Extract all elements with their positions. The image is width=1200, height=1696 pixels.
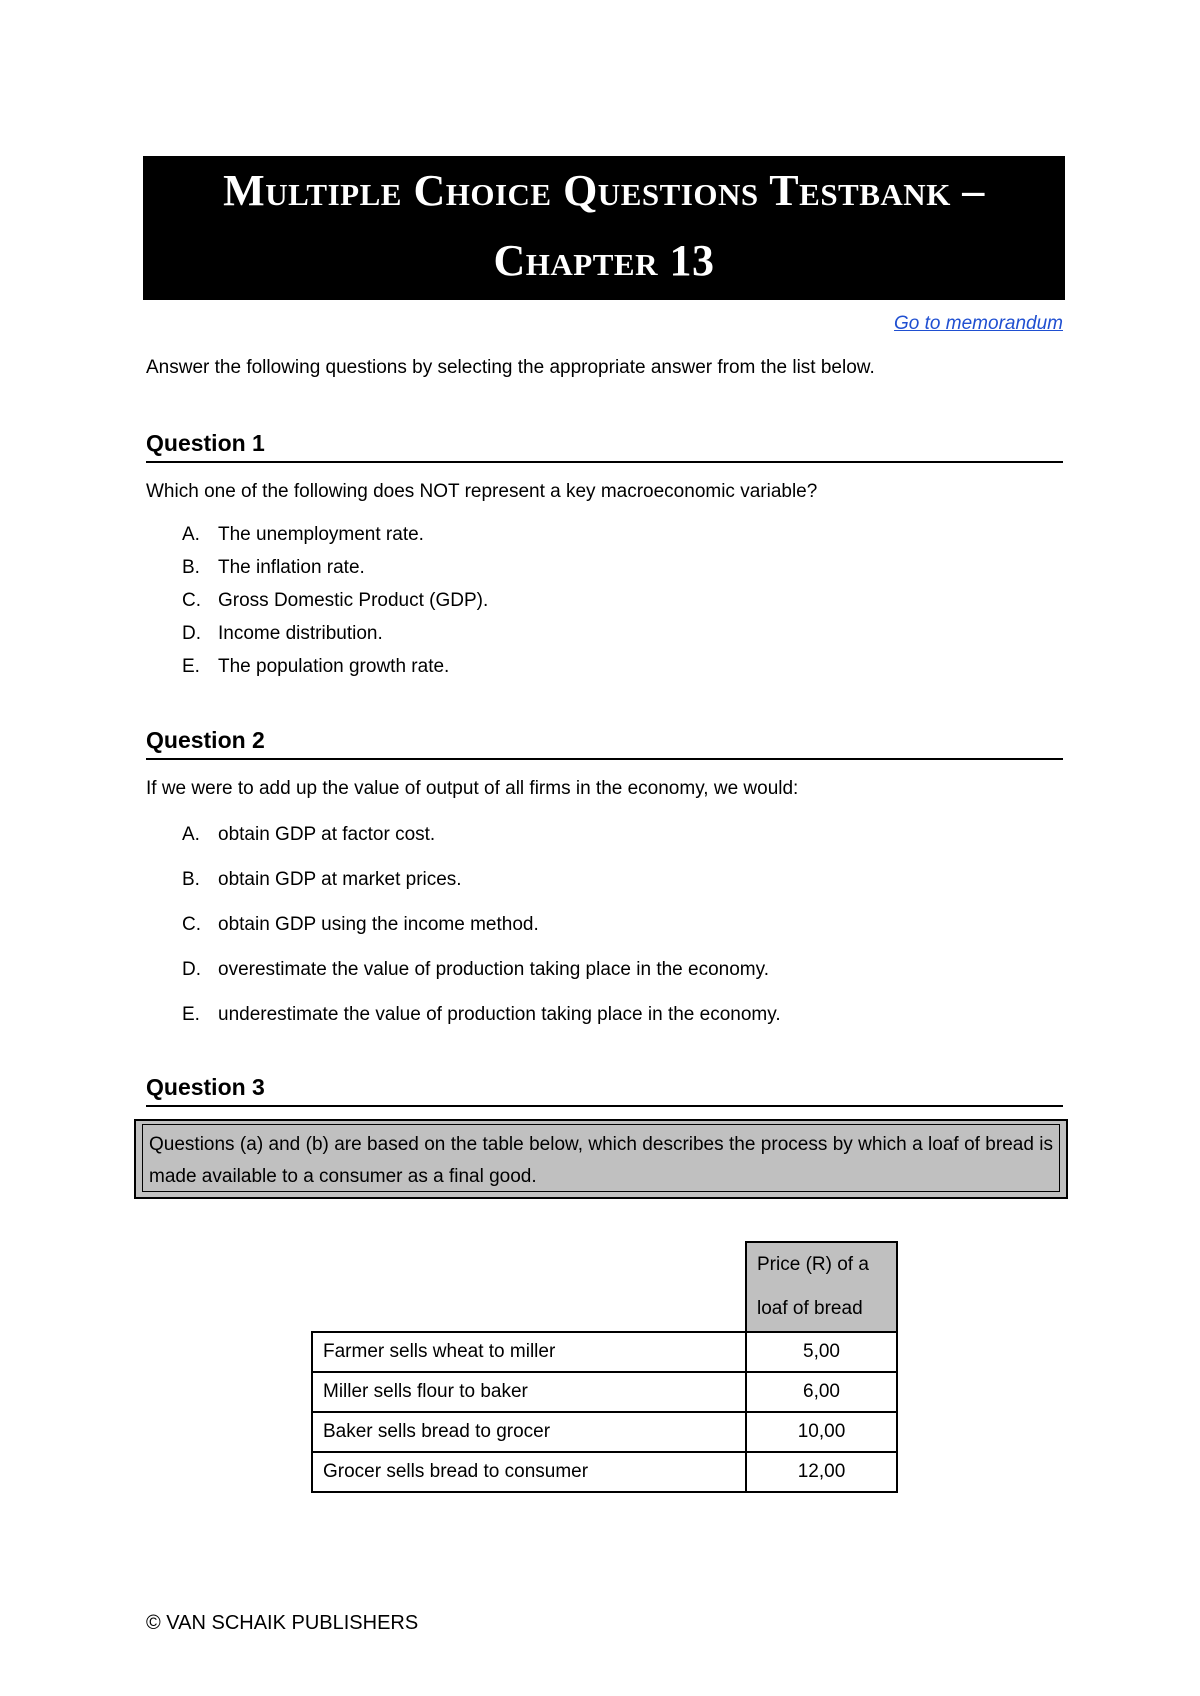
bread-price-table bbox=[311, 1241, 898, 1493]
option-text: obtain GDP at factor cost. bbox=[218, 824, 436, 845]
price-cell: 12,00 bbox=[746, 1452, 897, 1492]
option-a[interactable] bbox=[182, 812, 781, 857]
title-line-2: Chapter 13 bbox=[493, 236, 715, 285]
table-header-row bbox=[312, 1242, 897, 1332]
option-a[interactable] bbox=[182, 518, 488, 551]
option-text: The population growth rate. bbox=[218, 656, 450, 677]
question-1-options bbox=[182, 518, 488, 683]
option-letter: B. bbox=[182, 869, 200, 890]
option-d[interactable] bbox=[182, 617, 488, 650]
info-box-text: Questions (a) and (b) are based on the table below, which describes the process by which a loaf of bread is made available to a consumer as a final good. bbox=[142, 1124, 1060, 1192]
option-e[interactable] bbox=[182, 992, 781, 1037]
question-1-heading: Question 1 bbox=[146, 430, 1063, 463]
table-row bbox=[312, 1412, 897, 1452]
option-e[interactable] bbox=[182, 650, 488, 683]
option-letter: B. bbox=[182, 557, 200, 578]
title-line-1: Multiple Choice Questions Testbank – bbox=[223, 166, 985, 215]
table-corner-cell bbox=[312, 1242, 746, 1332]
option-text: obtain GDP using the income method. bbox=[218, 914, 539, 935]
stage-cell: Farmer sells wheat to miller bbox=[312, 1332, 746, 1372]
stage-cell: Miller sells flour to baker bbox=[312, 1372, 746, 1412]
option-text: Gross Domestic Product (GDP). bbox=[218, 590, 489, 611]
table-row bbox=[312, 1372, 897, 1412]
question-3-info-box bbox=[134, 1119, 1068, 1199]
table-row bbox=[312, 1452, 897, 1492]
option-text: Income distribution. bbox=[218, 623, 383, 644]
price-header-line-2: loaf of bread bbox=[757, 1298, 863, 1319]
footer-copyright: © VAN SCHAIK PUBLISHERS bbox=[146, 1612, 419, 1634]
question-2-heading: Question 2 bbox=[146, 727, 1063, 760]
option-letter: D. bbox=[182, 959, 201, 980]
table-row bbox=[312, 1332, 897, 1372]
option-b[interactable] bbox=[182, 857, 781, 902]
option-b[interactable] bbox=[182, 551, 488, 584]
option-letter: E. bbox=[182, 656, 200, 677]
price-header-line-1: Price (R) of a bbox=[757, 1254, 869, 1275]
option-text: The inflation rate. bbox=[218, 557, 365, 578]
option-letter: E. bbox=[182, 1004, 200, 1025]
option-letter: A. bbox=[182, 524, 200, 545]
memorandum-link[interactable]: Go to memorandum bbox=[894, 313, 1063, 334]
price-cell: 10,00 bbox=[746, 1412, 897, 1452]
option-letter: C. bbox=[182, 590, 201, 611]
question-2-options bbox=[182, 812, 781, 1037]
option-d[interactable] bbox=[182, 947, 781, 992]
option-text: underestimate the value of production taking place in the economy. bbox=[218, 1004, 781, 1025]
option-text: The unemployment rate. bbox=[218, 524, 424, 545]
option-text: obtain GDP at market prices. bbox=[218, 869, 462, 890]
instructions-text: Answer the following questions by selecting the appropriate answer from the list below. bbox=[146, 357, 875, 378]
question-3-heading: Question 3 bbox=[146, 1074, 1063, 1107]
option-text: overestimate the value of production taking place in the economy. bbox=[218, 959, 769, 980]
option-letter: C. bbox=[182, 914, 201, 935]
question-2-text: If we were to add up the value of output of all firms in the economy, we would: bbox=[146, 778, 799, 799]
stage-cell: Baker sells bread to grocer bbox=[312, 1412, 746, 1452]
option-letter: D. bbox=[182, 623, 201, 644]
price-column-header bbox=[746, 1242, 897, 1332]
price-cell: 5,00 bbox=[746, 1332, 897, 1372]
option-c[interactable] bbox=[182, 902, 781, 947]
title-banner bbox=[143, 156, 1065, 300]
option-letter: A. bbox=[182, 824, 200, 845]
question-1-text: Which one of the following does NOT represent a key macroeconomic variable? bbox=[146, 481, 818, 502]
option-c[interactable] bbox=[182, 584, 488, 617]
price-cell: 6,00 bbox=[746, 1372, 897, 1412]
stage-cell: Grocer sells bread to consumer bbox=[312, 1452, 746, 1492]
